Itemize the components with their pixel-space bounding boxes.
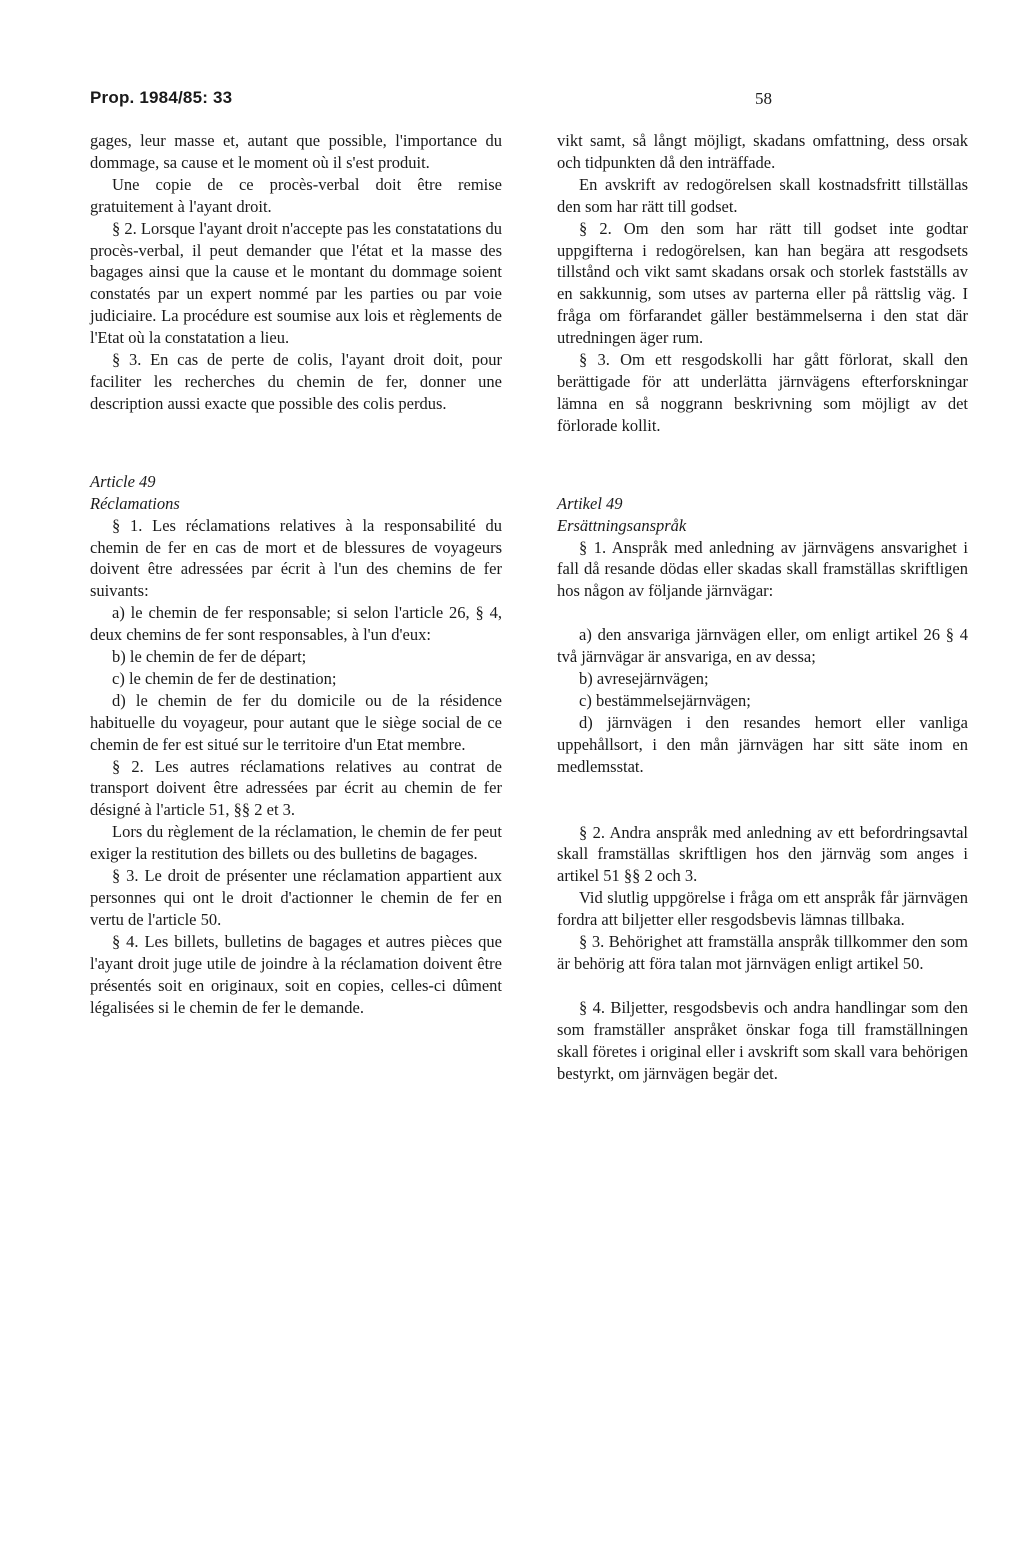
running-head: Prop. 1984/85: 33 [90,88,233,107]
page-number: 58 [755,89,772,108]
swedish-paragraph: vikt samt, så långt möjligt, skadans omfattning, dess orsak och tidpunkten då den inträffade. [557,131,968,172]
swedish-paragraph: Vid slutlig uppgörelse i fråga om ett anspråk får järnvägen fordra att biljetter eller resgodsbevis lämnas tillbaka. [557,888,968,930]
french-paragraph: § 1. Les réclamations relatives à la responsabilité du chemin de fer en cas de mort et de blessures de voyageurs doivent être adressées par écrit à l'un des chemins de fer suivants: [90,515,502,601]
swedish-article-title: Ersättningsanspråk [557,515,687,535]
french-paragraph: § 4. Les billets, bulletins de bagages et autres pièces que l'ayant droit juge utile de joindre à la réclamation doivent être présentés soit en originaux, soit en copies, celles-ci dûment légalisées si le chemin de fer le demande. [90,931,502,1017]
french-list-item: a) le chemin de fer responsable; si selon l'article 26, § 4, deux chemins de fer sont responsables, à l'un d'eux: [90,603,502,645]
french-paragraph: § 3. En cas de perte de colis, l'ayant droit doit, pour faciliter les recherches du chemin de fer, donner une description aussi exacte que possible des colis perdus. [90,350,502,413]
french-paragraph: § 2. Lorsque l'ayant droit n'accepte pas les constatations du procès-verbal, il peut demander que l'état et la masse des bagages ainsi que la cause et le montant du dommage soient constatés par un expert nommé par les parties ou par voie judiciaire. La procédure est soumise aux lois et règlements de l'Etat où la constatation a lieu. [90,218,502,348]
swedish-list-item: a) den ansvariga järnvägen eller, om enligt artikel 26 § 4 två järnvägar är ansvariga, en av dessa; [557,625,968,667]
swedish-paragraph: § 2. Andra anspråk med anledning av ett befordringsavtal skall framställas skriftligen hos den järnväg som anges i artikel 51 §§ 2 och 3. [557,822,968,886]
french-article-title: Réclamations [90,493,180,513]
swedish-list-item: c) bestämmelsejärnvägen; [579,690,751,710]
swedish-article-number: Artikel 49 [557,493,623,513]
swedish-paragraph: En avskrift av redogörelsen skall kostnadsfritt tillställas den som har rätt till godset. [557,174,968,216]
french-article-number: Article 49 [90,471,156,491]
french-paragraph: § 2. Les autres réclamations relatives au contrat de transport doivent être adressées par écrit au chemin de fer désigné à l'article 51, §§ 2 et 3. [90,756,502,820]
french-paragraph: Lors du règlement de la réclamation, le chemin de fer peut exiger la restitution des billets ou des bulletins de bagages. [90,822,502,864]
swedish-paragraph: § 1. Anspråk med anledning av järnvägens ansvarighet i fall då resande dödas eller skadas skall framställas skriftligen hos någon av följande järnvägar: [557,537,968,601]
french-list-item: d) le chemin de fer du domicile ou de la résidence habituelle du voyageur, pour autant que le siège social de ce chemin de fer est situé sur le territoire d'un Etat membre. [90,690,502,754]
french-paragraph: § 3. Le droit de présenter une réclamation appartient aux personnes qui ont le droit d'actionner le chemin de fer en vertu de l'article 50. [90,866,502,929]
swedish-column [557,130,968,1085]
swedish-list-item: b) avresejärnvägen; [579,669,709,689]
french-list-item: b) le chemin de fer de départ; [112,647,307,667]
french-paragraph: gages, leur masse et, autant que possible, l'importance du dommage, sa cause et le moment où il s'est produit. [90,131,502,172]
swedish-paragraph: § 3. Behörighet att framställa anspråk tillkommer den som är behörig att föra talan mot järnvägen enligt artikel 50. [557,932,968,973]
french-paragraph: Une copie de ce procès-verbal doit être remise gratuitement à l'ayant droit. [90,174,502,216]
swedish-paragraph: § 4. Biljetter, resgodsbevis och andra handlingar som den som framställer anspråket önskar foga till framställningen skall företes i original eller i avskrift som skall vara behörigen bestyrkt, om järnvägen begär det. [557,997,968,1083]
swedish-paragraph: § 2. Om den som har rätt till godset inte godtar uppgifterna i redogörelsen, kan han begära att resgodsets tillstånd och vikt samt skadans orsak och storlek fastställs av en sakkunnig, som utses av parterna eller på rättslig väg. I fråga om förfarandet gäller bestämmelserna i den stat där utredningen äger rum. [557,218,968,348]
swedish-list-item: d) järnvägen i den resandes hemort eller vanliga uppehållsort, i den mån järnvägen har sitt säte inom en medlemsstat. [557,712,968,776]
french-column [90,130,502,1018]
swedish-paragraph: § 3. Om ett resgodskolli har gått förlorat, skall den berättigade för att underlätta järnvägens efterforskningar lämna en så noggrann beskrivning som möjligt av det förlorade kollit. [557,350,968,435]
french-list-item: c) le chemin de fer de destination; [112,668,337,688]
